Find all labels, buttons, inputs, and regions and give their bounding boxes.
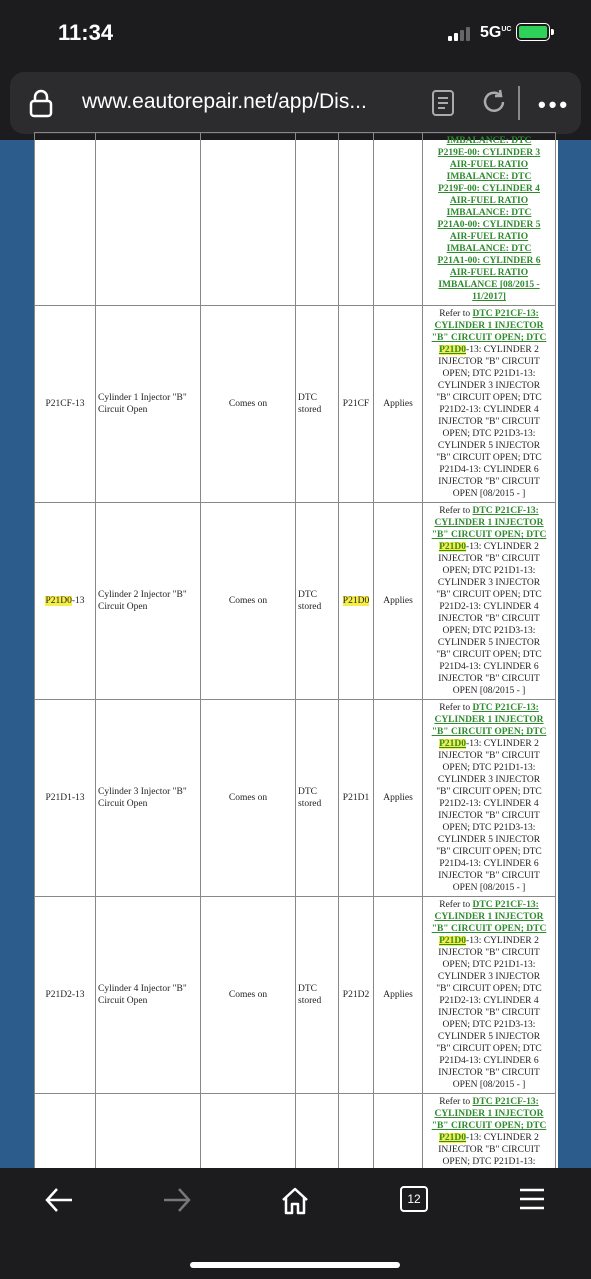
toolbar-divider [518,86,520,120]
address-bar[interactable] [10,72,581,134]
dtc-code: P21D1-13 [35,700,96,897]
dtc-short: P21CF [339,306,374,503]
memory-status: DTC stored [296,503,339,700]
remarks-cell[interactable]: Refer to DTC P21CF-13: CYLINDER 1 INJECTOR "B" CIRCUIT OPEN; DTC P21D0-13: CYLINDER 2 INJECTOR "B" CIRCUIT OPEN; DTC P21D1-13: CYLINDER 3 INJECTOR "B" CIRCUIT OPEN; DTC P21D2-13: CYLINDER 4 INJECTOR "B" CIRCUIT OPEN; DTC P21D3-13: CYLINDER 5 INJECTOR "B" CIRCUIT OPEN; DTC P21D4-13: CYLINDER 6 INJECTOR "B" CIRCUIT OPEN [08/2015 - ] [423,306,556,503]
applies-status: Applies [374,700,423,897]
remarks-cell[interactable] [423,133,556,306]
dtc-link[interactable]: DTC P21CF-13: CYLINDER 1 INJECTOR "B" CIRCUIT OPEN; DTC P21D0 [431,900,547,946]
applies-status: Applies [374,503,423,700]
dtc-short: P21D0 [339,503,374,700]
remarks-cell[interactable]: Refer to DTC P21CF-13: CYLINDER 1 INJECTOR "B" CIRCUIT OPEN; DTC P21D0-13: CYLINDER 2 INJECTOR "B" CIRCUIT OPEN; DTC P21D1-13: CYLINDER 3 INJECTOR "B" CIRCUIT OPEN; DTC P21D2-13: CYLINDER 4 INJECTOR "B" CIRCUIT OPEN; DTC P21D3-13: CYLINDER 5 INJECTOR "B" CIRCUIT OPEN; DTC P21D4-13: CYLINDER 6 INJECTOR "B" CIRCUIT OPEN [08/2015 - ] [423,897,556,1094]
status-bar [0,0,591,70]
remarks-cell[interactable]: Refer to DTC P21CF-13: CYLINDER 1 INJECTOR "B" CIRCUIT OPEN; DTC P21D0-13: CYLINDER 2 INJECTOR "B" CIRCUIT OPEN; DTC P21D1-13: CYLINDER 3 INJECTOR "B" CIRCUIT OPEN; DTC P21D2-13: CYLINDER 4 INJECTOR "B" CIRCUIT OPEN; DTC P21D3-13: CYLINDER 5 INJECTOR "B" CIRCUIT OPEN; DTC P21D4-13: CYLINDER 6 INJECTOR "B" CIRCUIT OPEN [08/2015 - ] [423,503,556,700]
more-options-icon[interactable]: ••• [538,92,571,117]
dtc-description: Cylinder 4 Injector "B" Circuit Open [96,897,201,1094]
dtc-short: P21D1 [339,700,374,897]
reload-icon[interactable] [480,88,508,116]
network-label: $5G^{UC}$ [480,24,512,41]
memory-status: DTC stored [296,700,339,897]
dtc-link[interactable]: DTC P21CF-13: CYLINDER 1 INJECTOR "B" CIRCUIT OPEN; DTC P21D0 [431,506,547,552]
table-row [35,503,556,700]
home-icon[interactable] [280,1186,310,1216]
remarks-cell[interactable]: Refer to DTC P21CF-13: CYLINDER 1 INJECTOR "B" CIRCUIT OPEN; DTC P21D0-13: CYLINDER 2 INJECTOR "B" CIRCUIT OPEN; DTC P21D1-13: [423,1094,556,1194]
dtc-link[interactable]: DTC P21CF-13: CYLINDER 1 INJECTOR "B" CIRCUIT OPEN; DTC P21D0 [431,703,547,749]
mil-status: Comes on [201,503,296,700]
memory-status: DTC stored [296,306,339,503]
dtc-description: Cylinder 1 Injector "B" Circuit Open [96,306,201,503]
back-icon[interactable] [44,1186,74,1214]
lock-icon [28,88,54,118]
applies-status: Applies [374,306,423,503]
dtc-table [34,132,556,1194]
table-row [35,897,556,1094]
web-content[interactable] [0,136,591,1168]
document-sheet [34,136,558,1168]
dtc-code: P21D2-13 [35,897,96,1094]
mil-status: Comes on [201,306,296,503]
forward-icon[interactable] [162,1186,192,1214]
memory-status: DTC stored [296,897,339,1094]
menu-icon[interactable] [518,1186,546,1212]
url-text[interactable]: www.eautorepair.net/app/Dis... [82,90,367,113]
table-row [35,306,556,503]
dtc-link[interactable]: DTC P21CF-13: CYLINDER 1 INJECTOR "B" CIRCUIT OPEN; DTC P21D0 [431,309,547,355]
dtc-code: P21D0-13 [35,503,96,700]
battery-icon [516,23,550,41]
signal-icon [448,27,474,41]
browser-toolbar [0,70,591,140]
table-row [35,700,556,897]
dtc-description: Cylinder 3 Injector "B" Circuit Open [96,700,201,897]
table-row [35,133,556,306]
applies-status: Applies [374,897,423,1094]
dtc-short: P21D2 [339,897,374,1094]
reader-mode-icon[interactable] [432,90,454,116]
bottom-toolbar [0,1168,591,1279]
dtc-code: P21CF-13 [35,306,96,503]
tabs-button[interactable]: 12 [400,1186,428,1212]
dtc-description: Cylinder 2 Injector "B" Circuit Open [96,503,201,700]
mil-status: Comes on [201,700,296,897]
dtc-link[interactable]: IMBALANCE: DTC P219E-00: CYLINDER 3 AIR-FUEL RATIO IMBALANCE: DTC P219F-00: CYLINDER 4 AIR-FUEL RATIO IMBALANCE: DTC P21A0-00: CYLINDER 5 AIR-FUEL RATIO IMBALANCE: DTC P21A1-00: CYLINDER 6 AIR-FUEL RATIO IMBALANCE [08/2015 - 11/2017] [437,136,541,302]
home-indicator [190,1262,400,1268]
remarks-cell[interactable]: Refer to DTC P21CF-13: CYLINDER 1 INJECTOR "B" CIRCUIT OPEN; DTC P21D0-13: CYLINDER 2 INJECTOR "B" CIRCUIT OPEN; DTC P21D1-13: CYLINDER 3 INJECTOR "B" CIRCUIT OPEN; DTC P21D2-13: CYLINDER 4 INJECTOR "B" CIRCUIT OPEN; DTC P21D3-13: CYLINDER 5 INJECTOR "B" CIRCUIT OPEN; DTC P21D4-13: CYLINDER 6 INJECTOR "B" CIRCUIT OPEN [08/2015 - ] [423,700,556,897]
mil-status: Comes on [201,897,296,1094]
clock: 11:34 [58,20,114,45]
dtc-link[interactable]: DTC P21CF-13: CYLINDER 1 INJECTOR "B" CIRCUIT OPEN; DTC P21D0 [431,1097,547,1143]
